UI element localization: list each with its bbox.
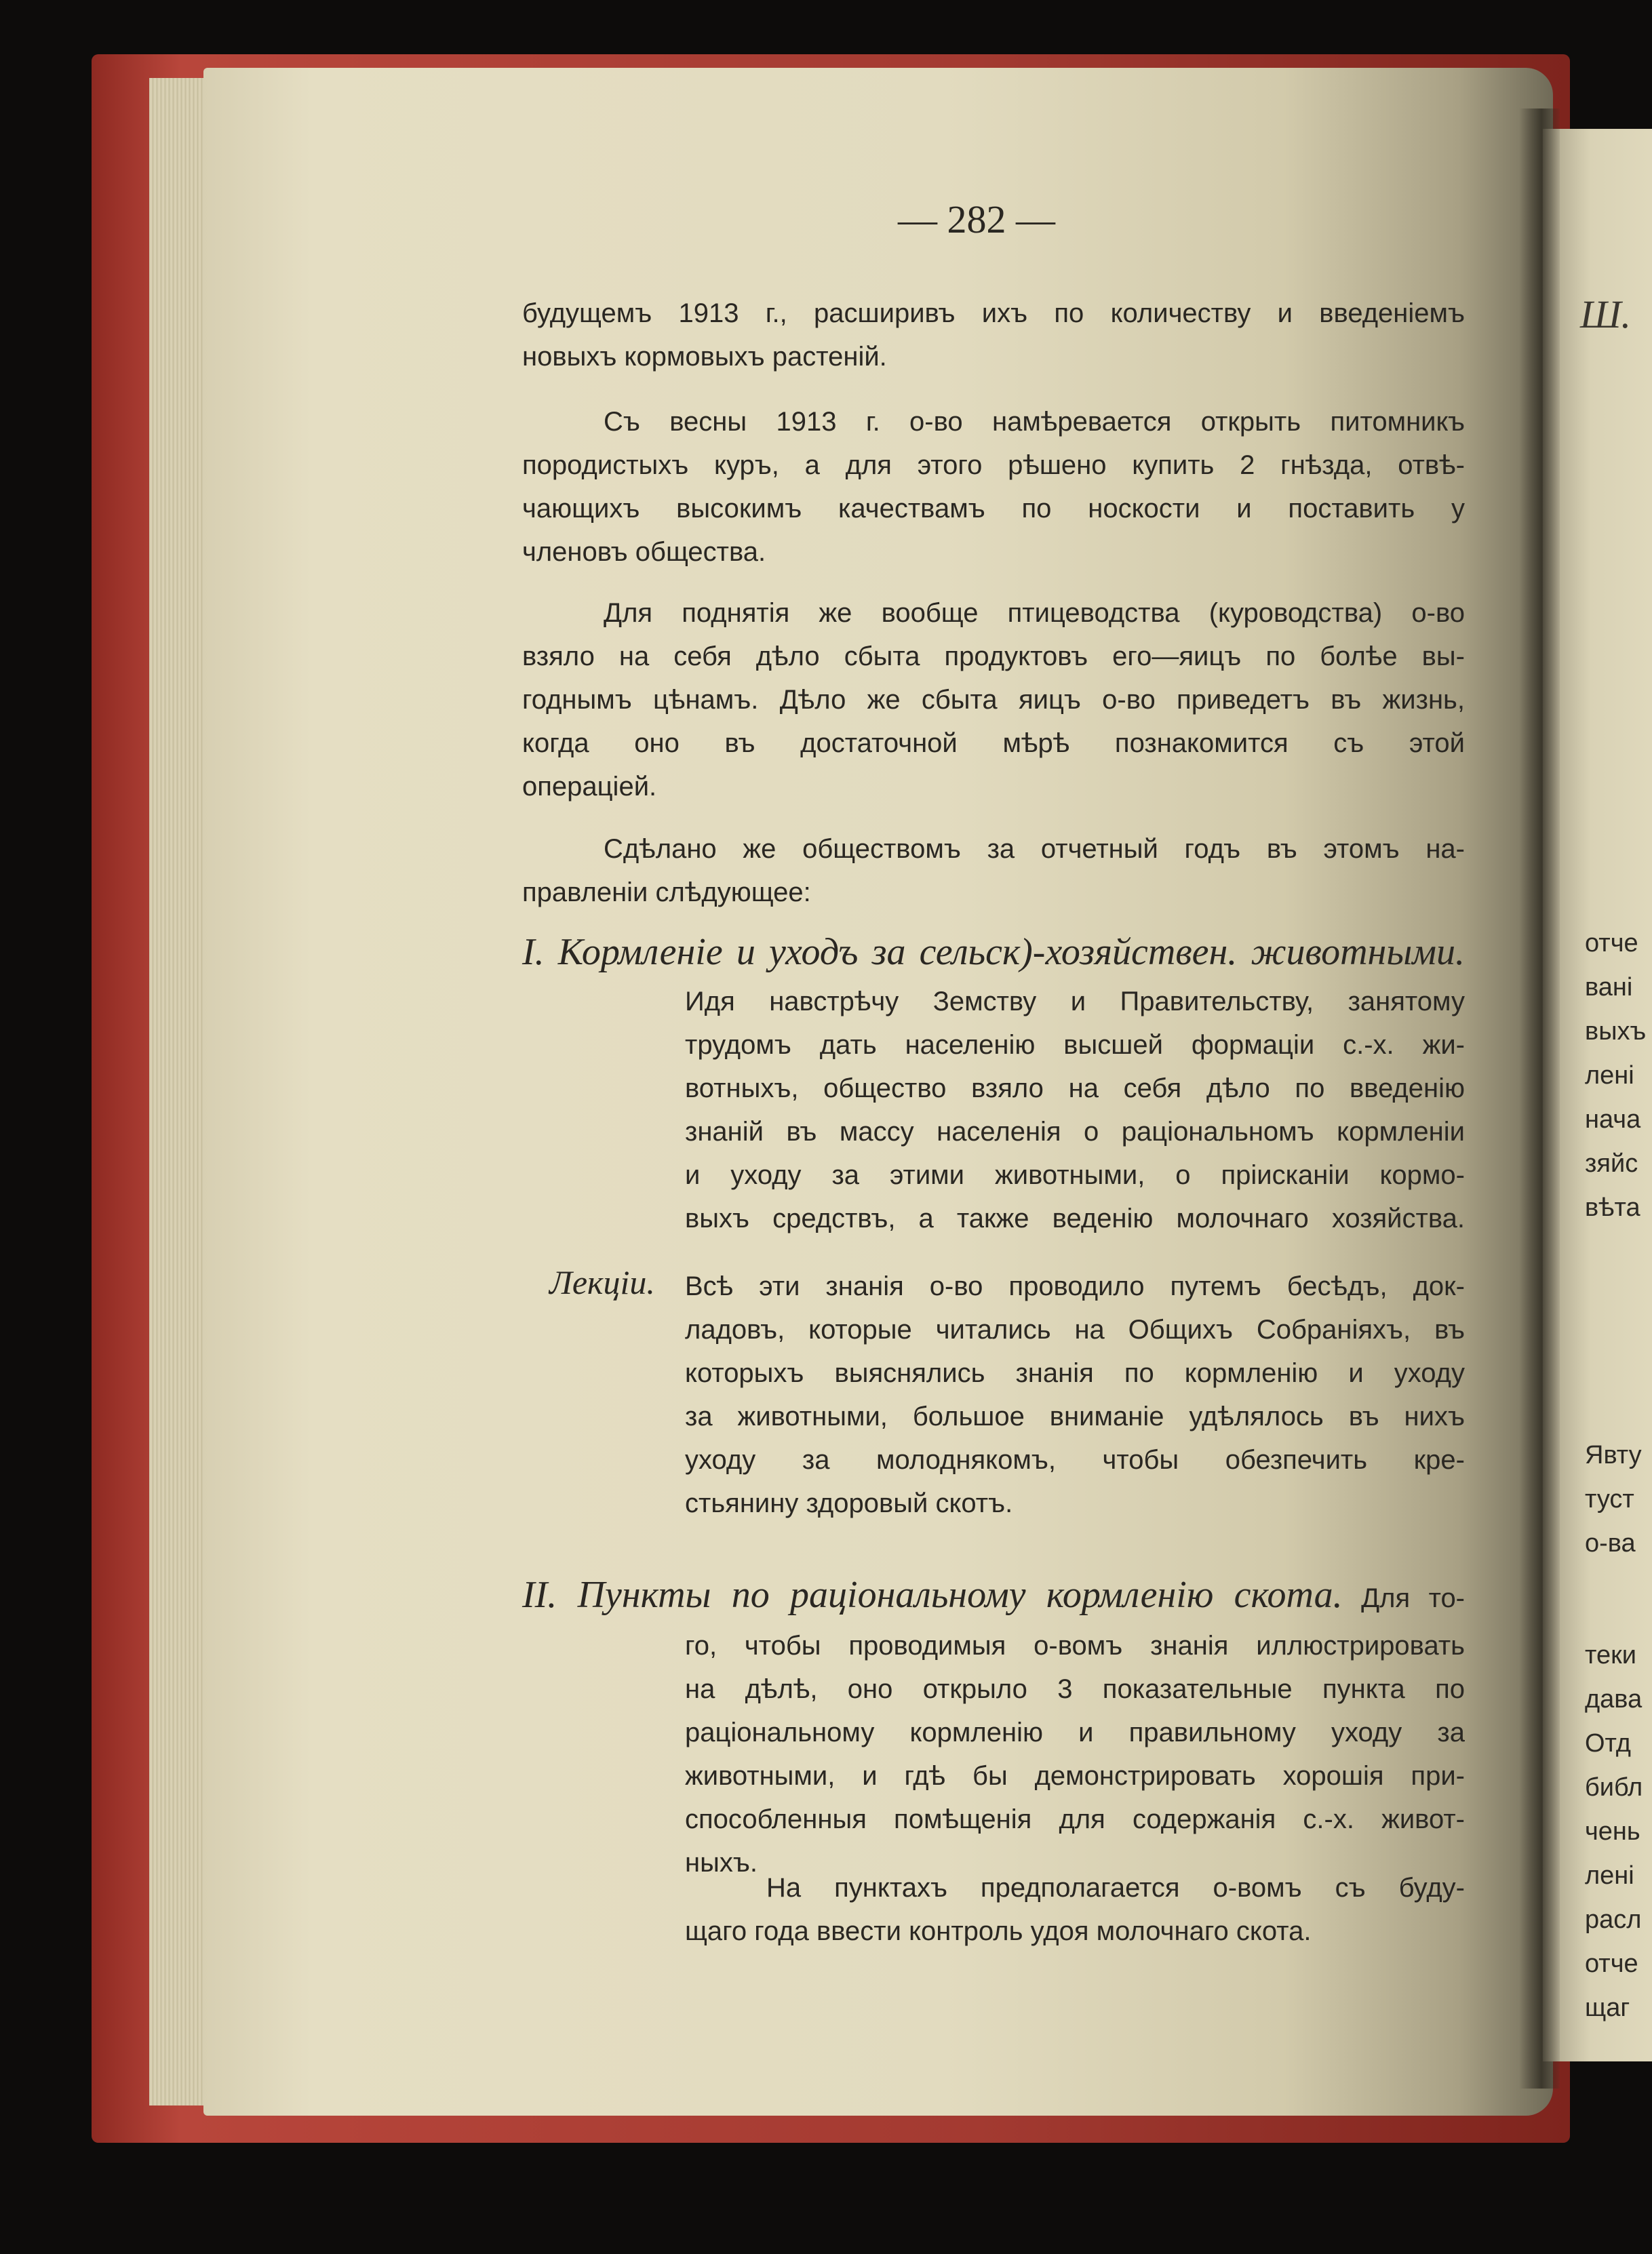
right-page-word: отче [1585, 1950, 1638, 1978]
text-line: стьянину здоровый скотъ. [685, 1488, 1013, 1518]
text-line: когда оно въ достаточной мѣрѣ познакомится съ этой [522, 728, 1465, 758]
right-page-word: ленi [1585, 1061, 1634, 1090]
text-line: Идя навстрѣчу Земству и Правительству, занятому [685, 987, 1465, 1016]
right-page-word: вѣта [1585, 1193, 1640, 1222]
text-line: будущемъ 1913 г., расширивъ ихъ по количеству и введеніемъ [522, 298, 1465, 328]
text-line: выхъ средствъ, а также веденію молочнаго хозяйства. [685, 1204, 1465, 1233]
paragraph-2 [522, 400, 1465, 574]
section-heading-2: II. Пункты по раціональному кормленію скота. [522, 1574, 1343, 1616]
text-line: животными, и гдѣ бы демонстрировать хорошія при- [685, 1761, 1465, 1791]
right-page-word: отче [1585, 929, 1638, 957]
text-line: которыхъ выяснялись знанія по кормленію и уходу [685, 1358, 1465, 1388]
text-line: Съ весны 1913 г. о-во намѣревается открыть питомникъ [604, 407, 1465, 437]
text-line: годнымъ цѣнамъ. Дѣло же сбыта яицъ о-во приведетъ въ жизнь, [522, 685, 1465, 715]
text-line: трудомъ дать населенію высшей формаціи с.-х. жи- [685, 1030, 1465, 1060]
right-page-word: теки [1585, 1641, 1636, 1669]
right-page-word: Отд [1585, 1729, 1631, 1758]
text-line: уходу за молоднякомъ, чтобы обезпечить кре- [685, 1445, 1465, 1475]
right-page-word: расл [1585, 1905, 1642, 1934]
text-line: щаго года ввести контроль удоя молочнаго скота. [685, 1916, 1312, 1946]
text-line-start: Для то- [1361, 1583, 1466, 1613]
text-line: ладовъ, которые читались на Общихъ Собраніяхъ, въ [685, 1315, 1465, 1345]
text-line: операціей. [522, 772, 657, 802]
text-line: Всѣ эти знанія о-во проводило путемъ бесѣдъ, док- [685, 1271, 1465, 1301]
paragraph-6 [685, 1624, 1465, 1884]
text-line: раціональному кормленію и правильному уходу за [685, 1718, 1465, 1747]
page-number: — 282 — [898, 197, 1055, 241]
lectures-paragraph [685, 1265, 1465, 1525]
text-line: взяло на себя дѣло сбыта продуктовъ его—яицъ по болѣе вы- [522, 641, 1465, 671]
right-page-title: Ш. [1580, 292, 1631, 336]
right-page-word: ленi [1585, 1861, 1634, 1890]
page-stack-edge [149, 78, 210, 2105]
text-line: новыхъ кормовыхъ растеній. [522, 342, 887, 372]
right-page-word: чень [1585, 1817, 1640, 1846]
text-line: Для поднятія же вообще птицеводства (куроводства) о-во [604, 598, 1465, 628]
text-line: способленныя помѣщенія для содержанія с.-х. живот- [685, 1804, 1465, 1834]
paragraph-1 [522, 292, 1465, 378]
text-line: Сдѣлано же обществомъ за отчетный годъ въ этомъ на- [604, 834, 1465, 864]
section-heading-2-line [522, 1573, 1465, 1620]
right-page-word: ванi [1585, 973, 1633, 1002]
right-page-word: туст [1585, 1485, 1634, 1514]
text-line: го, чтобы проводимыя о-вомъ знанія иллюстрировать [685, 1631, 1465, 1661]
text-line: правленіи слѣдующее: [522, 877, 811, 907]
text-line: за животными, большое вниманіе удѣлялось въ нихъ [685, 1402, 1465, 1431]
text-line: чающихъ высокимъ качествамъ по носкости и поставить у [522, 494, 1465, 523]
text-line: и уходу за этими животными, о пріисканіи кормо- [685, 1160, 1465, 1190]
right-page-word: зяйс [1585, 1149, 1638, 1178]
right-page-word: о-ва [1585, 1529, 1636, 1558]
text-line: членовъ общества. [522, 537, 766, 567]
right-page-word: Явту [1585, 1441, 1642, 1469]
paragraph-4 [522, 827, 1465, 914]
section-heading-1: I. Кормленіе и уходъ за сельск)-хозяйствен. животными. [522, 931, 1465, 973]
lectures-label: Лекціи. [549, 1263, 655, 1301]
text-line: вотныхъ, общество взяло на себя дѣло по введенію [685, 1073, 1465, 1103]
paragraph-3 [522, 591, 1465, 808]
text-line: на дѣлѣ, оно открыло 3 показательные пункта по [685, 1674, 1465, 1704]
book-gutter-shadow [1519, 108, 1560, 2089]
text-line: знаній въ массу населенія о раціональномъ кормленіи [685, 1117, 1465, 1147]
right-page-word: дава [1585, 1685, 1643, 1714]
paragraph-7 [685, 1866, 1465, 1953]
text-line: породистыхъ куръ, а для этого рѣшено купить 2 гнѣзда, отвѣ- [522, 450, 1465, 480]
text-line: На пунктахъ предполагается о-вомъ съ буду- [766, 1873, 1465, 1903]
text-line: ныхъ. [685, 1848, 758, 1878]
right-page-word: нача [1585, 1105, 1641, 1134]
right-page-word: выхъ [1585, 1017, 1647, 1046]
right-page-word: библ [1585, 1773, 1643, 1802]
right-page-word: щаг [1585, 1994, 1630, 2022]
paragraph-5 [685, 980, 1465, 1240]
